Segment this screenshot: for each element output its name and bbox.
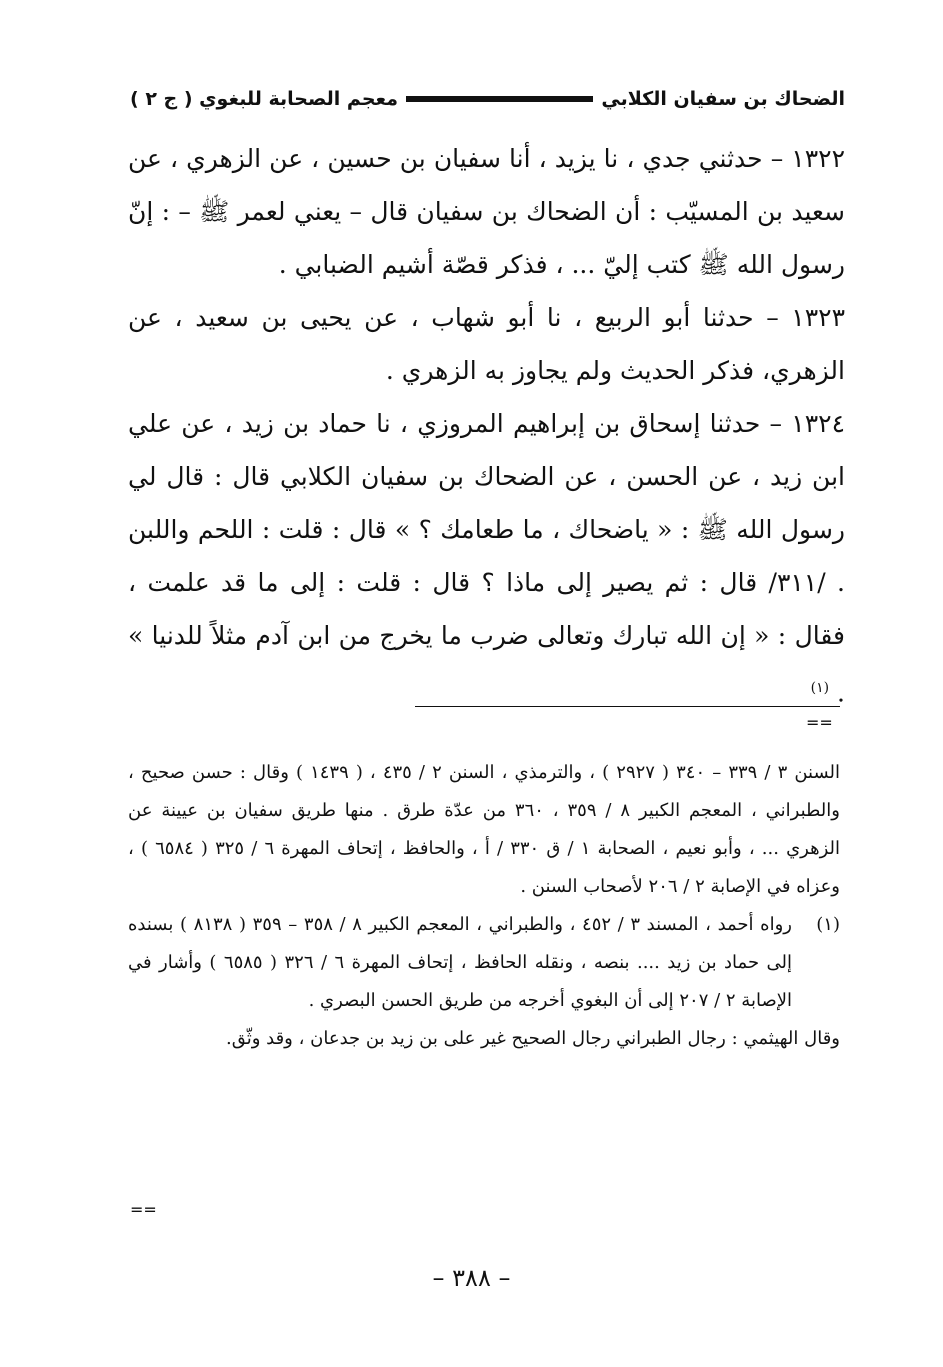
footnote-separator — [415, 706, 840, 707]
header-rule — [406, 96, 593, 102]
main-text — [128, 132, 845, 719]
footnote-ref: (١) — [810, 680, 830, 696]
continuation-mark-top: == — [806, 713, 833, 732]
footnote-1 — [128, 906, 840, 1020]
hadith-text: ١٣٢٣ – حدثنا أبو الربيع ، نا أبو شهاب ، عن يحيى بن سعيد ، عن الزهري، فذكر الحديث ولم يجاوز به الزهري . — [128, 303, 845, 385]
footnote-marker: (١) — [816, 914, 840, 935]
running-header — [130, 84, 845, 114]
section-title: الضحاك بن سفيان الكلابي — [601, 88, 845, 110]
note-haythami: وقال الهيثمي : رجال الطبراني رجال الصحيح غير على بن زيد بن جدعان ، وقد وثّق. — [225, 1028, 840, 1049]
hadith-text: ١٣٢٤ – حدثنا إسحاق بن إبراهيم المروزي ، نا حماد بن زيد ، عن علي ابن زيد ، عن الحسن ، عن الضحاك بن سفيان الكلابي قال : قال لي رسول الله ﷺ : « ياضحاك ، ما طعامك ؟ » قال : قلت : اللحم واللبن . /٣١١/ قال : ثم يصير إلى ماذا ؟ قال : قلت : إلى ما قد علمت ، فقال : « إن الله تبارك وتعالى ضرب ما يخرج من ابن آدم مثلاً للدنيا » . — [128, 409, 845, 708]
footnotes — [128, 754, 840, 1058]
footnote-text: رواه أحمد ، المسند ٣ / ٤٥٢ ، والطبراني ، المعجم الكبير ٨ / ٣٥٨ – ٣٥٩ ( ٨١٣٨ ) بسنده إلى حماد بن زيد .... بنصه ، ونقله الحافظ ، إتحاف المهرة ٦ / ٣٢٦ ( ٦٥٨٥ ) وأشار في الإصابة ٢ / ٢٠٧ إلى أن البغوي أخرجه من طريق الحسن البصري . — [128, 914, 793, 1011]
note-continuation: السنن ٣ / ٣٣٩ – ٣٤٠ ( ٢٩٢٧ ) ، والترمذي ، السنن ٢ / ٤٣٥ ، ( ١٤٣٩ ) وقال : حسن صحيح ، والطبراني ، المعجم الكبير ٨ / ٣٥٩ ، ٣٦٠ من عدّة طرق . منها طريق سفيان بن عيينة عن الزهري ... ، وأبو نعيم ، الصحابة ١ / ق ٣٣٠ / أ ، والحافظ ، إتحاف المهرة ٦ / ٣٢٥ ( ٦٥٨٤ ) ، وعزاه في الإصابة ٢ / ٢٠٦ لأصحاب السنن . — [128, 762, 841, 897]
page-number: – ٣٨٨ – — [432, 1264, 511, 1292]
hadith-text: ١٣٢٢ – حدثني جدي ، نا يزيد ، أنا سفيان بن حسين ، عن الزهري ، عن سعيد بن المسيّب : أن الضحاك بن سفيان قال – يعني لعمر ﷺ – : إنّ رسول الله ﷺ كتب إليّ ... ، فذكر قصّة أشيم الضبابي . — [128, 144, 845, 279]
hadith-1323 — [128, 291, 845, 397]
continuation-mark-bottom: == — [130, 1200, 157, 1219]
hadith-1324 — [128, 397, 845, 719]
hadith-1322 — [128, 132, 845, 291]
book-title: معجم الصحابة للبغوي ( ج ٢ ) — [130, 88, 399, 110]
